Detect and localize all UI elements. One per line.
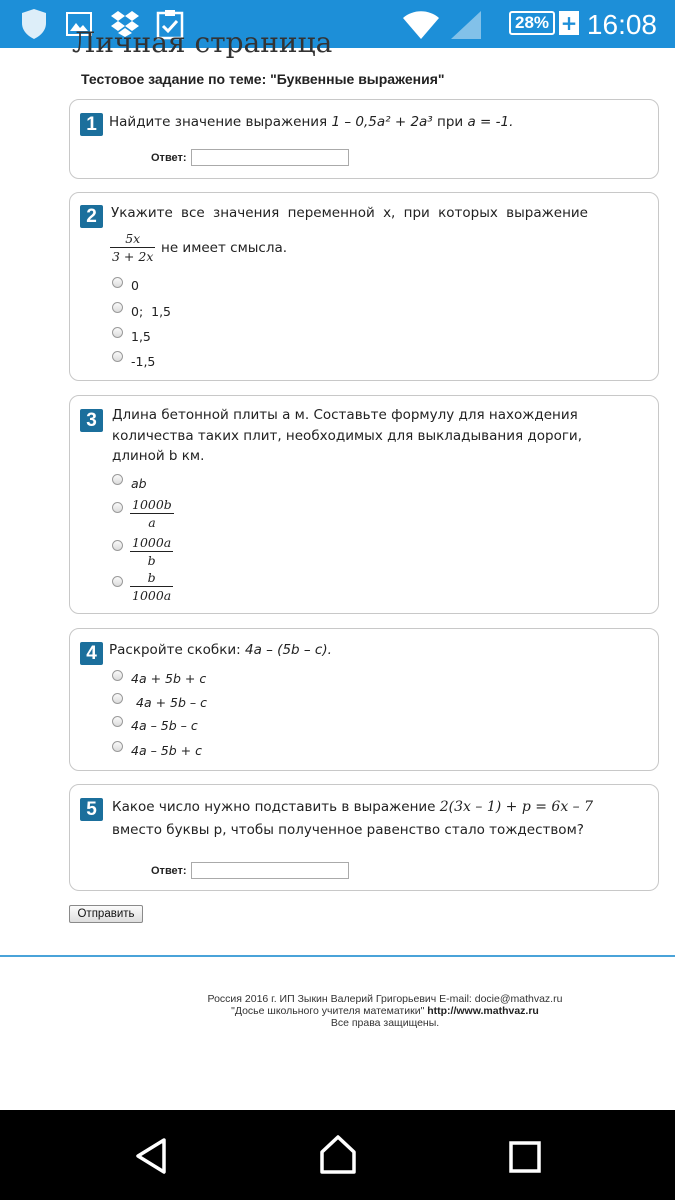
option-label: 4a + 5b – c (136, 695, 207, 710)
shield-icon (20, 8, 48, 40)
radio-option[interactable] (112, 576, 123, 587)
test-title: Тестовое задание по теме: "Буквенные выражения" (81, 71, 445, 87)
battery-level: 28% (509, 11, 555, 35)
question-4-text: Раскройте скобки: 4a – (5b – c). (109, 642, 332, 658)
option-label: -1,5 (131, 354, 156, 369)
option-label: ab (131, 476, 147, 491)
option-label: 0 (131, 278, 139, 293)
footer (150, 993, 620, 1029)
question-5-line-1: Какое число нужно подставить в выражение 2(3x – 1) + p = 6x – 7 (112, 799, 594, 815)
radio-option[interactable] (112, 716, 123, 727)
option-fraction: b 1000a (132, 570, 172, 603)
answer-label: Ответ: (151, 865, 187, 877)
footer-copyright: Россия 2016 г. ИП Зыкин Валерий Григорьевич E-mail: docie@mathvaz.ru (207, 993, 563, 1005)
radio-option[interactable] (112, 474, 123, 485)
option-label: 0; 1,5 (131, 304, 171, 319)
question-1-condition: a = -1. (467, 114, 514, 130)
footer-site: "Досье школьного учителя математики" http://www.mathvaz.ru (231, 1005, 539, 1017)
question-1-text: Найдите значение выражения 1 – 0,5a² + 2a³ при a = -1. (109, 114, 514, 130)
footer-site-link[interactable]: http://www.mathvaz.ru (427, 1005, 539, 1017)
question-3-line-2: количества таких плит, необходимых для выкладывания дороги, (112, 428, 582, 444)
option-label: 4a – 5b – c (131, 718, 198, 733)
home-icon[interactable] (318, 1134, 358, 1176)
question-number: 4 (80, 642, 103, 665)
question-3-line-3: длиной b км. (112, 448, 205, 464)
question-number: 5 (80, 798, 103, 821)
option-label: 4a + 5b + c (131, 671, 207, 686)
recents-icon[interactable] (508, 1140, 544, 1174)
submit-button[interactable]: Отправить (69, 905, 143, 923)
question-5-answer-input[interactable] (191, 862, 349, 879)
radio-option[interactable] (112, 540, 123, 551)
question-1-answer-input[interactable] (191, 149, 349, 166)
question-3-card (69, 395, 659, 614)
radio-option[interactable] (112, 277, 123, 288)
question-5-card (69, 784, 659, 891)
back-icon[interactable] (133, 1136, 169, 1176)
question-number: 3 (80, 409, 103, 432)
radio-option[interactable] (112, 741, 123, 752)
question-number: 2 (80, 205, 103, 228)
option-label: 1,5 (131, 329, 151, 344)
radio-option[interactable] (112, 351, 123, 362)
question-2-fraction: 5x 3 + 2x (112, 231, 154, 264)
navigation-bar (0, 1110, 675, 1200)
page-heading: Личная страница (72, 26, 333, 59)
question-1-expression: 1 – 0,5a² + 2a³ (331, 114, 433, 130)
status-time: 16:08 (586, 9, 657, 40)
battery-charging-icon: + (560, 11, 578, 35)
question-number: 1 (80, 113, 103, 136)
option-fraction: 1000a b (132, 535, 172, 568)
radio-option[interactable] (112, 670, 123, 681)
footer-divider (0, 955, 675, 957)
question-4-card (69, 628, 659, 771)
radio-option[interactable] (112, 502, 123, 513)
question-5-expression: 2(3x – 1) + p = 6x – 7 (439, 799, 594, 815)
option-fraction: 1000b a (132, 497, 172, 530)
question-1-card (69, 99, 659, 179)
radio-option[interactable] (112, 302, 123, 313)
question-4-expression: 4a – (5b – c). (244, 642, 332, 658)
question-2-text: Укажите все значения переменной x, при которых выражение (111, 205, 588, 221)
answer-label: Ответ: (151, 152, 187, 164)
question-2-text-tail: не имеет смысла. (161, 240, 288, 256)
question-3-line-1: Длина бетонной плиты a м. Составьте формулу для нахождения (112, 407, 578, 423)
question-5-line-2: вместо буквы p, чтобы полученное равенство стало тождеством? (112, 822, 584, 838)
wifi-icon (402, 10, 440, 40)
radio-option[interactable] (112, 693, 123, 704)
option-label: 4a – 5b + c (131, 743, 202, 758)
footer-rights: Все права защищены. (330, 1017, 440, 1029)
question-2-card (69, 192, 659, 381)
signal-icon (450, 10, 482, 40)
radio-option[interactable] (112, 327, 123, 338)
